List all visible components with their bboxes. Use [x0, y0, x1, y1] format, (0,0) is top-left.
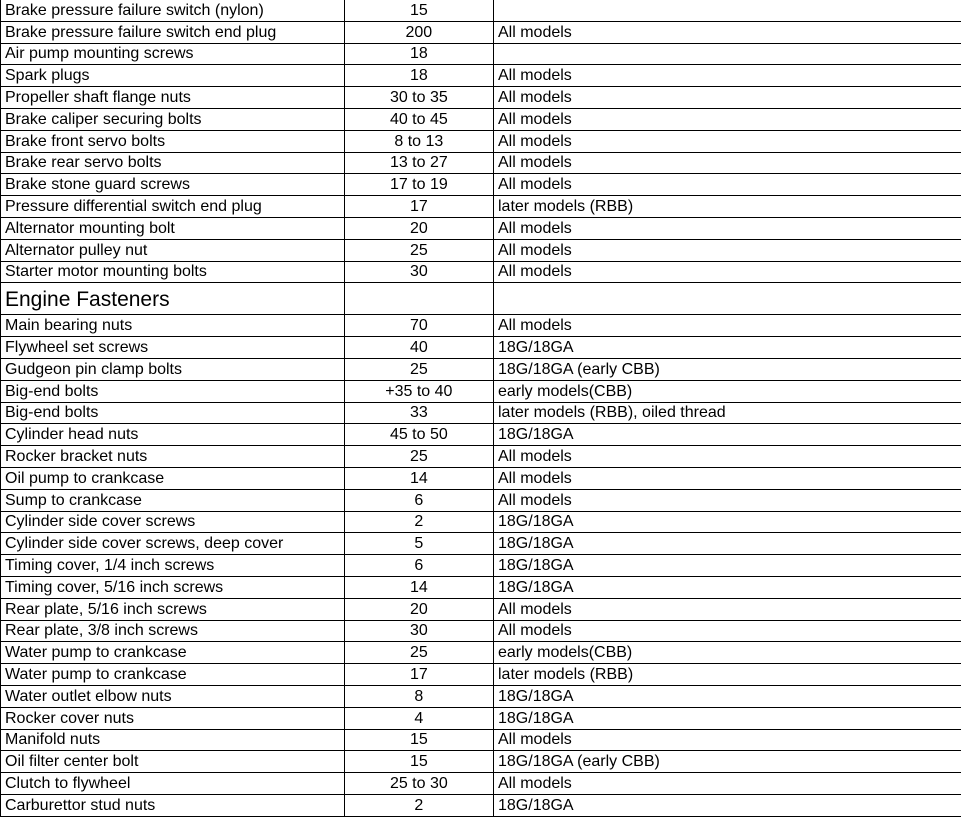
table-row: [1, 0, 961, 21]
model-notes-cell: All models: [494, 261, 961, 283]
model-notes-cell: All models: [494, 729, 961, 751]
table-row: [1, 239, 961, 261]
table-row: [1, 511, 961, 533]
torque-value-cell: 30 to 35: [344, 87, 493, 109]
table-row: [1, 664, 961, 686]
torque-value-cell: 6: [344, 555, 493, 577]
torque-value-cell: 40 to 45: [344, 108, 493, 130]
fastener-name-cell: Brake pressure failure switch (nylon): [1, 0, 345, 21]
table-row: [1, 642, 961, 664]
model-notes-cell: [494, 43, 961, 65]
table-row: [1, 685, 961, 707]
torque-value-cell: 2: [344, 511, 493, 533]
model-notes-cell: later models (RBB), oiled thread: [494, 402, 961, 424]
fastener-name-cell: Timing cover, 1/4 inch screws: [1, 555, 345, 577]
model-notes-cell: All models: [494, 620, 961, 642]
fastener-name-cell: Gudgeon pin clamp bolts: [1, 358, 345, 380]
model-notes-cell: All models: [494, 239, 961, 261]
fastener-name-cell: Main bearing nuts: [1, 315, 345, 337]
table-row: [1, 65, 961, 87]
fastener-name-cell: Spark plugs: [1, 65, 345, 87]
table-row: [1, 794, 961, 816]
torque-value-cell: 15: [344, 0, 493, 21]
fastener-name-cell: Clutch to flywheel: [1, 773, 345, 795]
table-row: [1, 555, 961, 577]
model-notes-cell: 18G/18GA: [494, 424, 961, 446]
fastener-name-cell: Oil pump to crankcase: [1, 467, 345, 489]
model-notes-cell: All models: [494, 108, 961, 130]
torque-value-cell: 40: [344, 337, 493, 359]
table-row: [1, 174, 961, 196]
model-notes-cell: later models (RBB): [494, 664, 961, 686]
torque-value-cell: 17: [344, 664, 493, 686]
torque-value-cell: 30: [344, 620, 493, 642]
table-row: [1, 424, 961, 446]
table-row: [1, 707, 961, 729]
fastener-name-cell: Water pump to crankcase: [1, 642, 345, 664]
fastener-name-cell: Alternator mounting bolt: [1, 217, 345, 239]
model-notes-cell: All models: [494, 65, 961, 87]
fastener-name-cell: Air pump mounting screws: [1, 43, 345, 65]
table-row: [1, 261, 961, 283]
table-row: [1, 620, 961, 642]
model-notes-cell: 18G/18GA: [494, 576, 961, 598]
model-notes-cell: All models: [494, 130, 961, 152]
table-row: [1, 380, 961, 402]
model-notes-cell: All models: [494, 773, 961, 795]
fastener-name-cell: Alternator pulley nut: [1, 239, 345, 261]
fastener-name-cell: Brake front servo bolts: [1, 130, 345, 152]
torque-value-cell: 5: [344, 533, 493, 555]
fastener-name-cell: Rear plate, 5/16 inch screws: [1, 598, 345, 620]
model-notes-cell: 18G/18GA: [494, 337, 961, 359]
torque-value-cell: 70: [344, 315, 493, 337]
table-row: [1, 130, 961, 152]
torque-value-cell: 17 to 19: [344, 174, 493, 196]
table-row: [1, 533, 961, 555]
section-header-row: [1, 283, 961, 315]
fastener-name-cell: Sump to crankcase: [1, 489, 345, 511]
table-row: [1, 467, 961, 489]
fastener-name-cell: Timing cover, 5/16 inch screws: [1, 576, 345, 598]
torque-table-body: [1, 0, 961, 816]
model-notes-cell: early models(CBB): [494, 642, 961, 664]
torque-value-cell: 25 to 30: [344, 773, 493, 795]
torque-value-cell: 2: [344, 794, 493, 816]
table-row: [1, 446, 961, 468]
torque-value-cell: 20: [344, 217, 493, 239]
fastener-name-cell: Brake pressure failure switch end plug: [1, 21, 345, 43]
table-row: [1, 21, 961, 43]
model-notes-cell: [494, 0, 961, 21]
fastener-name-cell: Brake stone guard screws: [1, 174, 345, 196]
model-notes-cell: 18G/18GA (early CBB): [494, 358, 961, 380]
table-row: [1, 358, 961, 380]
fastener-name-cell: Water pump to crankcase: [1, 664, 345, 686]
table-row: [1, 402, 961, 424]
model-notes-cell: 18G/18GA: [494, 794, 961, 816]
torque-value-cell: 15: [344, 751, 493, 773]
torque-value-cell: 13 to 27: [344, 152, 493, 174]
model-notes-cell: All models: [494, 467, 961, 489]
model-notes-cell: [494, 283, 961, 315]
fastener-name-cell: Cylinder side cover screws, deep cover: [1, 533, 345, 555]
table-row: [1, 152, 961, 174]
torque-value-cell: 14: [344, 576, 493, 598]
torque-value-cell: 200: [344, 21, 493, 43]
torque-value-cell: 15: [344, 729, 493, 751]
model-notes-cell: 18G/18GA: [494, 555, 961, 577]
torque-value-cell: 18: [344, 65, 493, 87]
fastener-name-cell: Brake caliper securing bolts: [1, 108, 345, 130]
model-notes-cell: All models: [494, 21, 961, 43]
model-notes-cell: later models (RBB): [494, 196, 961, 218]
fastener-name-cell: Big-end bolts: [1, 402, 345, 424]
fastener-name-cell: Big-end bolts: [1, 380, 345, 402]
torque-value-cell: 8: [344, 685, 493, 707]
torque-value-cell: [344, 283, 493, 315]
model-notes-cell: All models: [494, 152, 961, 174]
table-row: [1, 729, 961, 751]
table-row: [1, 751, 961, 773]
fastener-name-cell: Water outlet elbow nuts: [1, 685, 345, 707]
torque-value-cell: 14: [344, 467, 493, 489]
model-notes-cell: 18G/18GA: [494, 511, 961, 533]
torque-value-cell: 25: [344, 446, 493, 468]
model-notes-cell: All models: [494, 489, 961, 511]
fastener-name-cell: Cylinder side cover screws: [1, 511, 345, 533]
torque-value-cell: 25: [344, 358, 493, 380]
torque-value-cell: 20: [344, 598, 493, 620]
fastener-name-cell: Pressure differential switch end plug: [1, 196, 345, 218]
torque-value-cell: 45 to 50: [344, 424, 493, 446]
torque-value-cell: +35 to 40: [344, 380, 493, 402]
model-notes-cell: 18G/18GA: [494, 533, 961, 555]
fastener-name-cell: Flywheel set screws: [1, 337, 345, 359]
model-notes-cell: All models: [494, 598, 961, 620]
torque-value-cell: 25: [344, 642, 493, 664]
table-row: [1, 489, 961, 511]
torque-value-cell: 18: [344, 43, 493, 65]
fastener-name-cell: Cylinder head nuts: [1, 424, 345, 446]
torque-value-cell: 6: [344, 489, 493, 511]
torque-value-cell: 17: [344, 196, 493, 218]
table-row: [1, 196, 961, 218]
torque-value-cell: 4: [344, 707, 493, 729]
torque-value-cell: 33: [344, 402, 493, 424]
table-row: [1, 217, 961, 239]
model-notes-cell: 18G/18GA: [494, 685, 961, 707]
model-notes-cell: All models: [494, 174, 961, 196]
table-row: [1, 108, 961, 130]
table-row: [1, 337, 961, 359]
model-notes-cell: All models: [494, 446, 961, 468]
section-title: Engine Fasteners: [1, 283, 345, 315]
fastener-name-cell: Carburettor stud nuts: [1, 794, 345, 816]
fastener-name-cell: Rocker cover nuts: [1, 707, 345, 729]
model-notes-cell: 18G/18GA: [494, 707, 961, 729]
fastener-name-cell: Propeller shaft flange nuts: [1, 87, 345, 109]
table-row: [1, 315, 961, 337]
table-row: [1, 598, 961, 620]
fastener-name-cell: Brake rear servo bolts: [1, 152, 345, 174]
model-notes-cell: 18G/18GA (early CBB): [494, 751, 961, 773]
table-row: [1, 43, 961, 65]
table-row: [1, 576, 961, 598]
fastener-name-cell: Rear plate, 3/8 inch screws: [1, 620, 345, 642]
torque-value-cell: 25: [344, 239, 493, 261]
torque-value-cell: 30: [344, 261, 493, 283]
fastener-name-cell: Oil filter center bolt: [1, 751, 345, 773]
table-row: [1, 773, 961, 795]
torque-value-cell: 8 to 13: [344, 130, 493, 152]
model-notes-cell: early models(CBB): [494, 380, 961, 402]
fastener-name-cell: Starter motor mounting bolts: [1, 261, 345, 283]
fastener-name-cell: Rocker bracket nuts: [1, 446, 345, 468]
fastener-name-cell: Manifold nuts: [1, 729, 345, 751]
model-notes-cell: All models: [494, 87, 961, 109]
model-notes-cell: All models: [494, 315, 961, 337]
model-notes-cell: All models: [494, 217, 961, 239]
table-row: [1, 87, 961, 109]
